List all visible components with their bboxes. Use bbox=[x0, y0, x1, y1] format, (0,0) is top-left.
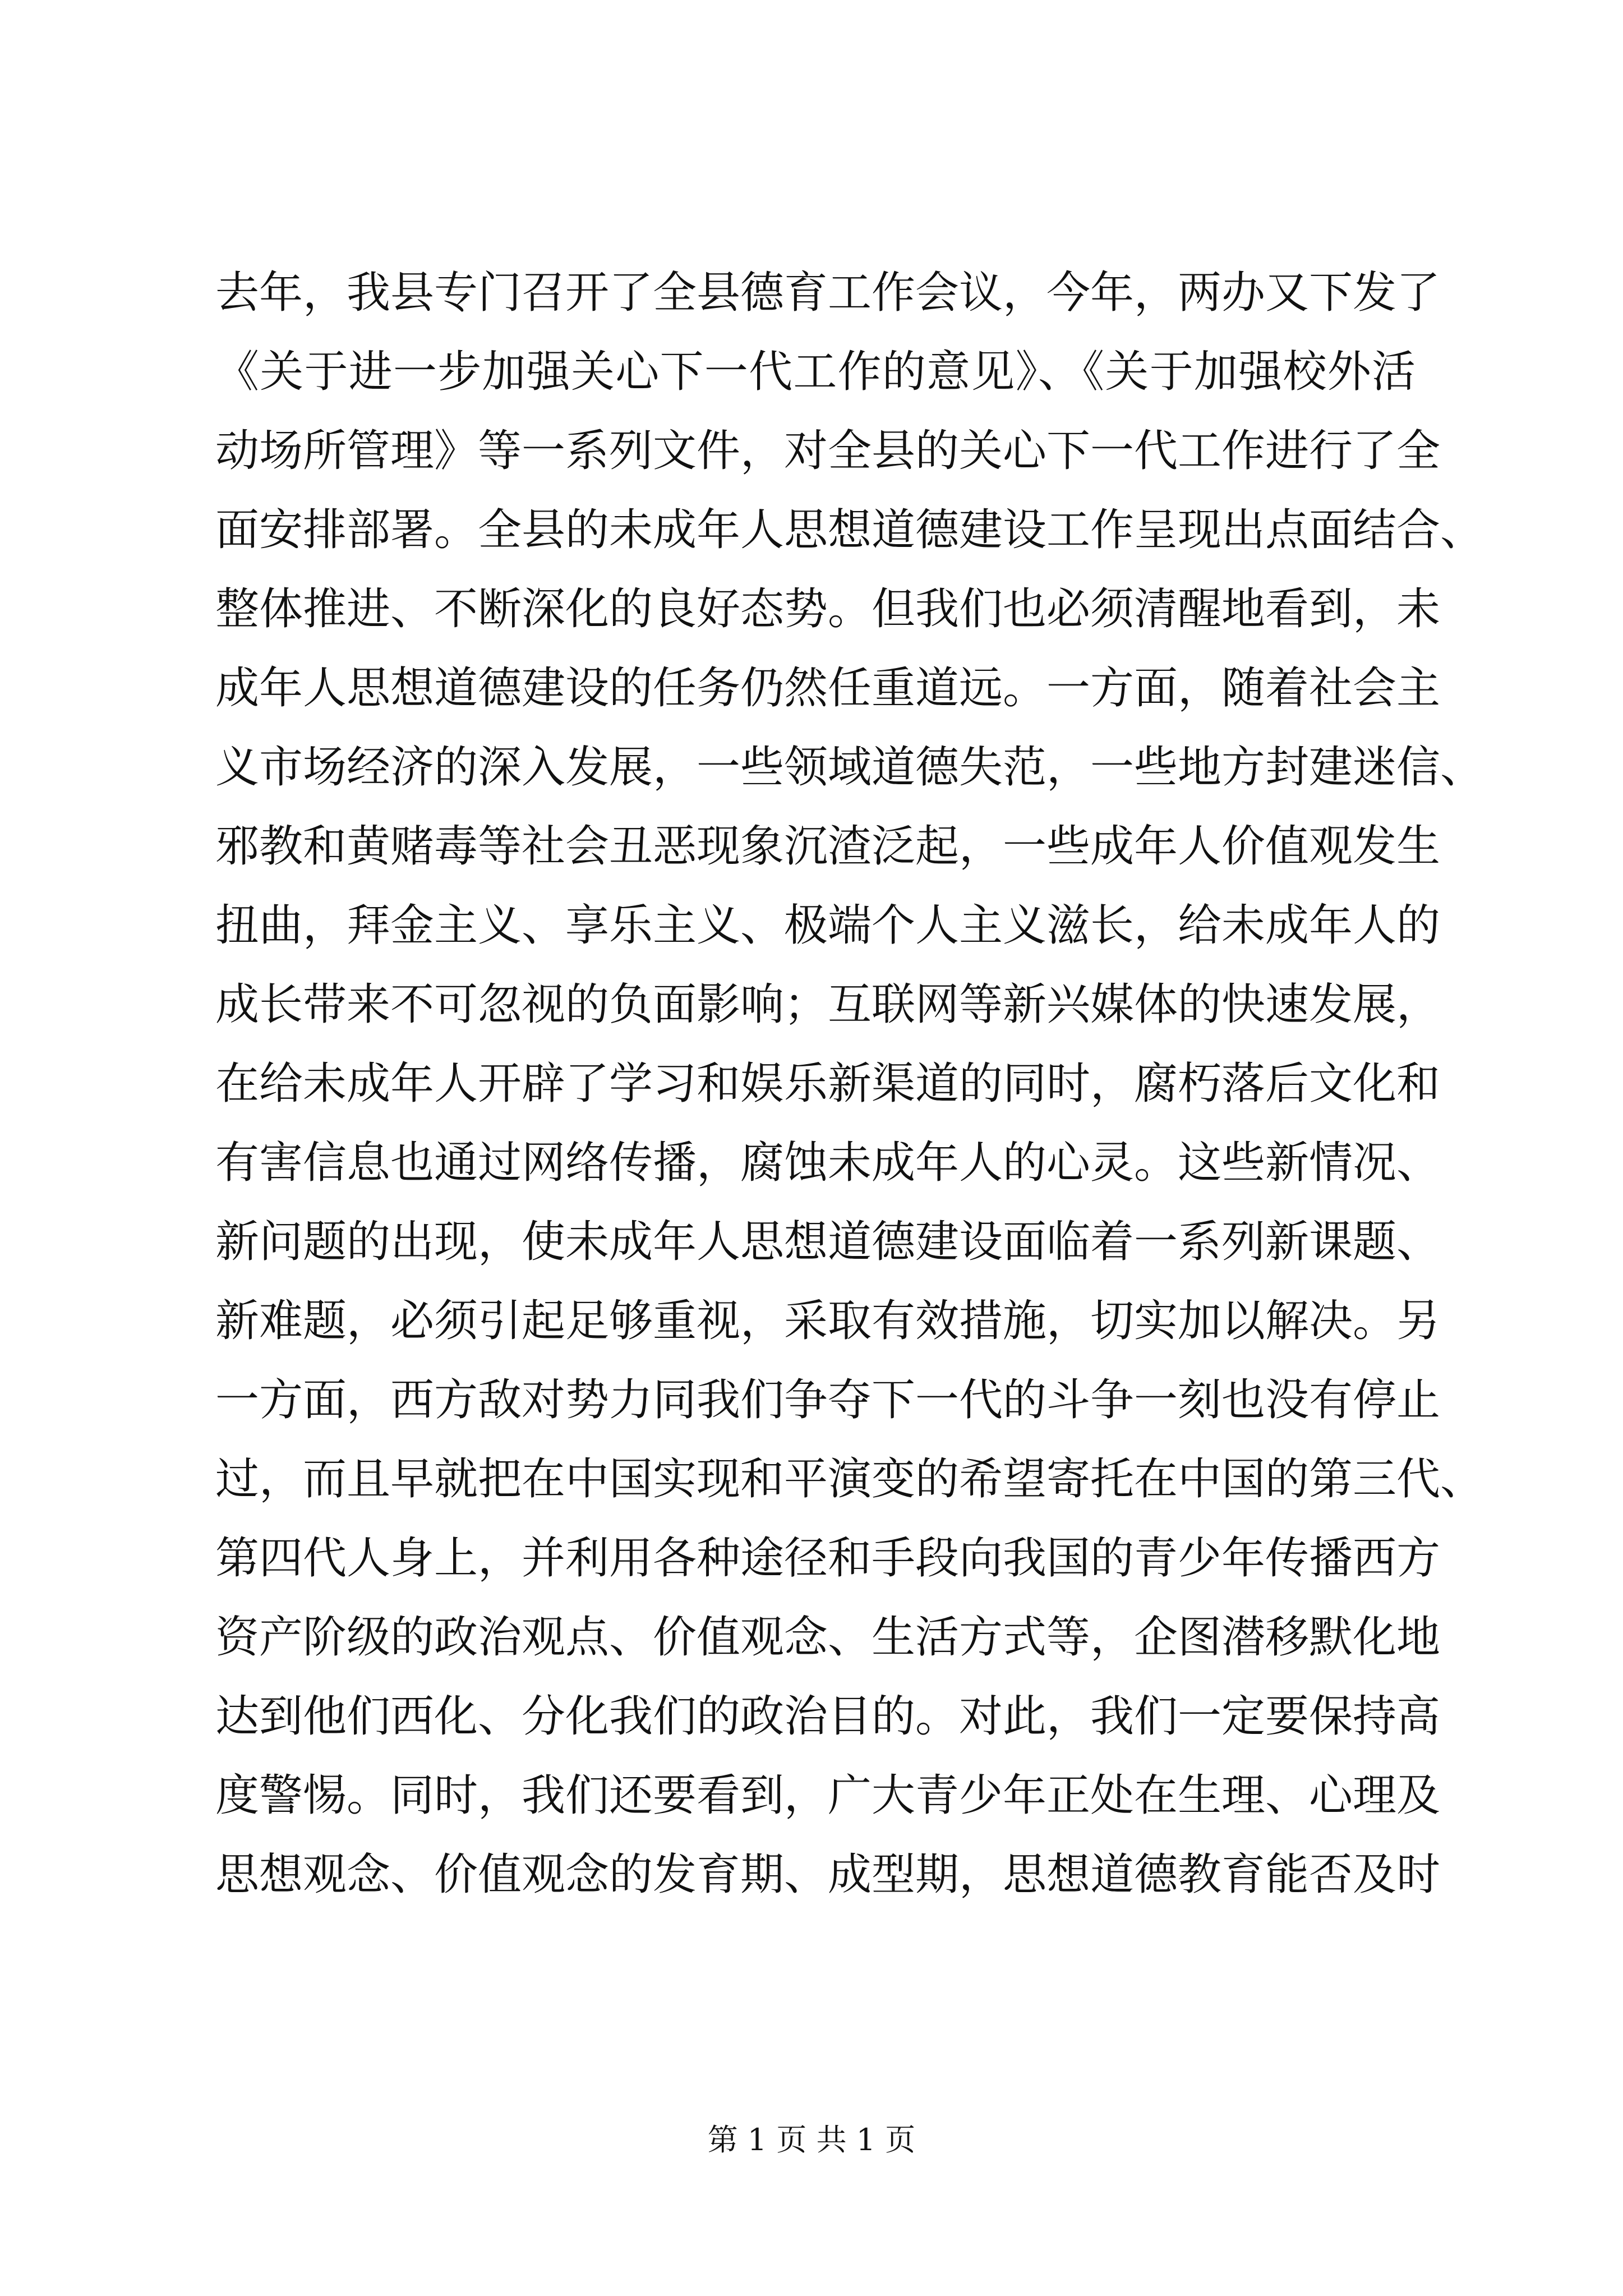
text-line: 达到他们西化、分化我们的政治目的。对此，我们一定要保持高 bbox=[215, 1691, 1441, 1742]
text-line: 思想观念、价值观念的发育期、成型期，思想道德教育能否及时 bbox=[215, 1849, 1441, 1900]
text-line: 第四代人身上，并利用各种途径和手段向我国的青少年传播西方 bbox=[215, 1533, 1441, 1584]
text-line: 过，而且早就把在中国实现和平演变的希望寄托在中国的第三代、 bbox=[215, 1454, 1484, 1504]
text-line: 整体推进、不断深化的良好态势。但我们也必须清醒地看到，未 bbox=[215, 584, 1441, 634]
text-line: 一方面，西方敌对势力同我们争夺下一代的斗争一刻也没有停止 bbox=[215, 1375, 1441, 1425]
text-line: 去年，我县专门召开了全县德育工作会议，今年，两办又下发了 bbox=[215, 268, 1441, 318]
page-footer bbox=[0, 2118, 1623, 2162]
text-line: 成年人思想道德建设的任务仍然任重道远。一方面，随着社会主 bbox=[215, 663, 1441, 714]
text-line: 在给未成年人开辟了学习和娱乐新渠道的同时，腐朽落后文化和 bbox=[215, 1059, 1441, 1109]
text-line: 邪教和黄赌毒等社会丑恶现象沉渣泛起，一些成年人价值观发生 bbox=[215, 821, 1441, 872]
text-line: 面安排部署。全县的未成年人思想道德建设工作呈现出点面结合、 bbox=[215, 505, 1484, 555]
text-line: 有害信息也通过网络传播，腐蚀未成年人的心灵。这些新情况、 bbox=[215, 1138, 1441, 1188]
body-paragraph bbox=[215, 254, 1484, 1915]
page-number: 第 1 页 共 1 页 bbox=[707, 2122, 916, 2157]
text-line: 资产阶级的政治观点、价值观念、生活方式等，企图潜移默化地 bbox=[215, 1612, 1441, 1663]
text-line: 新问题的出现，使未成年人思想道德建设面临着一系列新课题、 bbox=[215, 1217, 1441, 1267]
text-line: 成长带来不可忽视的负面影响；互联网等新兴媒体的快速发展， bbox=[215, 979, 1441, 1030]
text-line: 扭曲，拜金主义、享乐主义、极端个人主义滋长，给未成年人的 bbox=[215, 900, 1441, 951]
text-line: 《关于进一步加强关心下一代工作的意见》、《关于加强校外活 bbox=[215, 347, 1415, 397]
text-line: 新难题，必须引起足够重视，采取有效措施，切实加以解决。另 bbox=[215, 1296, 1441, 1346]
text-line: 动场所管理》等一系列文件，对全县的关心下一代工作进行了全 bbox=[215, 426, 1441, 476]
text-line: 义市场经济的深入发展，一些领域道德失范，一些地方封建迷信、 bbox=[215, 742, 1484, 793]
text-line: 度警惕。同时，我们还要看到，广大青少年正处在生理、心理及 bbox=[215, 1770, 1441, 1821]
